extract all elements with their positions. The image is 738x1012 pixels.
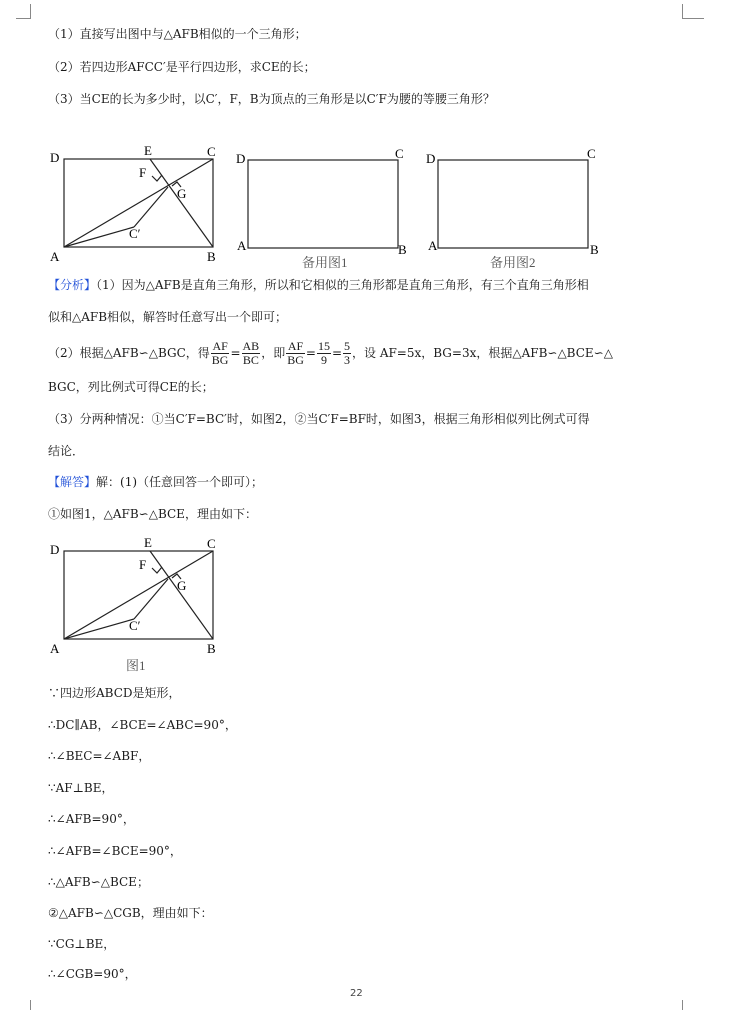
fraction-5-3: $\frac{5}{3}$ bbox=[344, 339, 350, 367]
analysis-line-6: 结论． bbox=[48, 444, 85, 458]
figure-1 bbox=[40, 532, 240, 674]
solution-step-2: ∴DC∥AB，∠BCE=∠ABC=90°， bbox=[48, 718, 237, 732]
spare1-label-D: D bbox=[236, 151, 246, 166]
spare2-label-B: B bbox=[590, 242, 599, 257]
analysis-tag: 【分析】 bbox=[48, 278, 97, 292]
solution-step-1: ∵四边形ABCD是矩形， bbox=[48, 686, 181, 700]
fig1-label-F: F bbox=[139, 557, 147, 572]
solution-step-8: ∵CG⊥BE， bbox=[48, 937, 116, 951]
label-E: E bbox=[144, 143, 152, 158]
question-3: （3）当CE的长为多少时，以C′，F，B为顶点的三角形是以C′F为腰的等腰三角形？ bbox=[48, 92, 495, 106]
spare2-label-C: C bbox=[587, 146, 596, 161]
spare1-label-A: A bbox=[237, 238, 247, 253]
solution-tag: 【解答】 bbox=[48, 475, 97, 489]
fig1-label-E: E bbox=[144, 535, 152, 550]
solution-step-9: ∴∠CGB=90°， bbox=[48, 967, 137, 981]
fig1-label-A: A bbox=[50, 641, 60, 656]
solution-head: 【解答】解：(1)（任意回答一个即可）； bbox=[48, 475, 264, 489]
solution-step-5: ∴∠AFB=90°， bbox=[48, 812, 135, 826]
fraction-15-9: $\frac{15}{9}$ bbox=[317, 339, 330, 367]
crop-mark-bottom-right bbox=[682, 1000, 683, 1010]
analysis-line-3: （2）根据△AFB∽△BGC，得 $\frac{AF}{BG}$ = $\frac{AB}{BC}$ ，即 $\frac{AF}{BG}$ = $\frac{15}{9}$ = $\frac{5}{3}$ ，设 AF=5x，BG=3x，根据△AFB∽△BCE∽△ bbox=[48, 339, 613, 367]
analysis-line-2: 似和△AFB相似，解答时任意写出一个即可； bbox=[48, 310, 288, 324]
question-2: （2）若四边形AFCC′是平行四边形，求CE的长； bbox=[48, 60, 316, 74]
label-C: C bbox=[207, 144, 216, 159]
label-F: F bbox=[139, 165, 147, 180]
spare1-caption: 备用图1 bbox=[302, 255, 348, 270]
page-number: 22 bbox=[350, 988, 363, 999]
spare-figure-2 bbox=[426, 146, 599, 270]
analysis-line-5: （3）分两种情况：①当C′F=BC′时，如图2，②当C′F=BF时，如图3，根据三角形相似列比例式可得 bbox=[48, 412, 590, 426]
spare2-label-D: D bbox=[426, 151, 436, 166]
spare-figure-1 bbox=[236, 146, 407, 270]
solution-case-1: ①如图1，△AFB∽△BCE，理由如下： bbox=[48, 507, 257, 521]
label-B: B bbox=[207, 249, 216, 264]
spare2-label-A: A bbox=[428, 238, 438, 253]
analysis-line-4: BGC，列比例式可得CE的长； bbox=[48, 380, 214, 394]
fig1-caption: 图1 bbox=[126, 658, 146, 673]
solution-step-4: ∵AF⊥BE， bbox=[48, 781, 114, 795]
question-1: （1）直接写出图中与△AFB相似的一个三角形； bbox=[48, 27, 307, 41]
spare1-label-B: B bbox=[398, 242, 407, 257]
solution-step-6: ∴∠AFB=∠BCE=90°， bbox=[48, 844, 182, 858]
solution-step-7: ∴△AFB∽△BCE； bbox=[48, 875, 149, 889]
fig1-label-G: G bbox=[177, 578, 187, 593]
crop-mark-top-right-h bbox=[682, 18, 704, 19]
fig1-label-C: C bbox=[207, 536, 216, 551]
fraction-af-bg-2: $\frac{AF}{BG}$ bbox=[287, 339, 304, 367]
solution-case-2: ②△AFB∽△CGB，理由如下： bbox=[48, 906, 213, 920]
spare1-label-C: C bbox=[395, 146, 404, 161]
crop-mark-top-left bbox=[30, 4, 31, 18]
fraction-ab-bc: $\frac{AB}{BC}$ bbox=[242, 339, 260, 367]
label-Cp: C′ bbox=[129, 226, 141, 241]
spare2-caption: 备用图2 bbox=[490, 255, 536, 270]
fraction-af-bg: $\frac{AF}{BG}$ bbox=[211, 339, 229, 367]
label-G: G bbox=[177, 186, 187, 201]
crop-mark-top-right bbox=[682, 4, 683, 18]
crop-mark-top-left-h bbox=[16, 18, 31, 19]
fig1-label-B: B bbox=[207, 641, 216, 656]
label-A: A bbox=[50, 249, 60, 264]
label-D: D bbox=[50, 150, 60, 165]
fig1-label-Cp: C′ bbox=[129, 618, 141, 633]
crop-mark-bottom-left bbox=[30, 1000, 31, 1010]
figure-row bbox=[40, 140, 620, 270]
solution-step-3: ∴∠BEC=∠ABF， bbox=[48, 749, 151, 763]
fig1-label-D: D bbox=[50, 542, 60, 557]
analysis-line-1: 【分析】（1）因为△AFB是直角三角形，所以和它相似的三角形都是直角三角形，有三个直角三角形相 bbox=[48, 278, 589, 292]
